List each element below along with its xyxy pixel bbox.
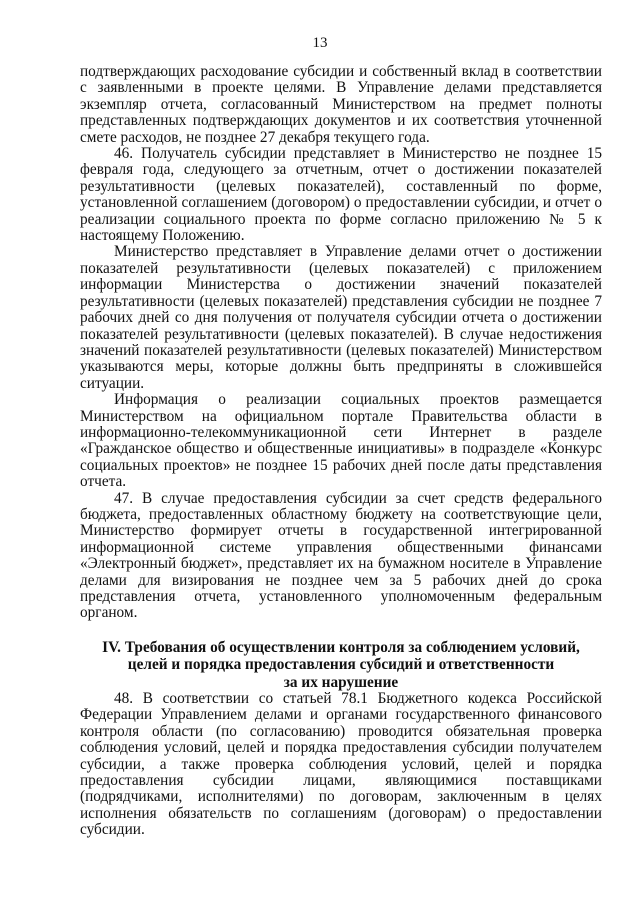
paragraph-46: 46. Получатель субсидии представляет в Министерство не позднее 15 февраля года, следующего за отчетным, отчет о достижении показателей результативности (целевых показателей), составленный по форме, установленной соглашением (договором) о предоставлении субсидии, и отчет о реализации социального проекта по форме согласно приложению № 5 к настоящему Положению. <box>80 145 602 245</box>
paragraph-ministry-report: Министерство представляет в Управление делами отчет о достижении показателей результативности (целевых показателей) с приложением информации Министерства о достижении значений показателей результативности (целевых показателей) представления субсидии не позднее 7 рабочих дней со дня получения от получателя субсидии отчета о достижении показателей результативности (целевых показателей). В случае недостижения значений показателей результативности (целевых показателей) Министерством указываются меры, которые должны быть предприняты в сложившейся ситуации. <box>80 243 602 392</box>
page-number: 13 <box>312 35 328 51</box>
section-heading-line-2: целей и порядка предоставления субсидий и ответственности <box>127 656 555 674</box>
paragraph-information: Информация о реализации социальных проектов размещается Министерством на официальном портале Правительства области в информационно-телекоммуникационной сети Интернет в разделе «Гражданское общество и общественные инициативы» в подразделе «Конкурс социальных проектов» не позднее 15 рабочих дней после даты представления отчета. <box>80 391 602 491</box>
paragraph-48: 48. В соответствии со статьей 78.1 Бюджетного кодекса Российской Федерации Управлением делами и органами государственного финансового контроля области (по согласованию) проводится обязательная проверка соблюдения условий, целей и порядка предоставления субсидии получателем субсидии, а также проверка соблюдения условий, целей и порядка предоставления субсидии лицами, являющимися поставщиками (подрядчиками, исполнителями) по договорам, заключенным в целях исполнения обязательств по соглашениям (договорам) о предоставлении субсидии. <box>80 690 602 839</box>
section-heading <box>80 639 602 691</box>
section-heading-line-3: за их нарушение <box>283 673 399 691</box>
paragraph-continuation: подтверждающих расходование субсидии и собственный вклад в соответствии с заявленными в проекте целями. В Управление делами представляется экземпляр отчета, согласованный Министерством на предмет полноты представленных подтверждающих документов и их соответствия уточненной смете расходов, не позднее 27 декабря текущего года. <box>80 63 602 146</box>
document-body <box>80 64 602 839</box>
paragraph-47: 47. В случае предоставления субсидии за счет средств федерального бюджета, предоставленных областному бюджету на соответствующие цели, Министерство формирует отчеты в государственной интегрированной информационной системе управления общественными финансами «Электронный бюджет», представляет их на бумажном носителе в Управление делами для визирования не позднее чем за 5 рабочих дней до срока представления отчета, установленного уполномоченным федеральным органом. <box>80 489 602 622</box>
section-heading-line-1: IV. Требования об осуществлении контроля за соблюдением условий, <box>102 638 580 656</box>
